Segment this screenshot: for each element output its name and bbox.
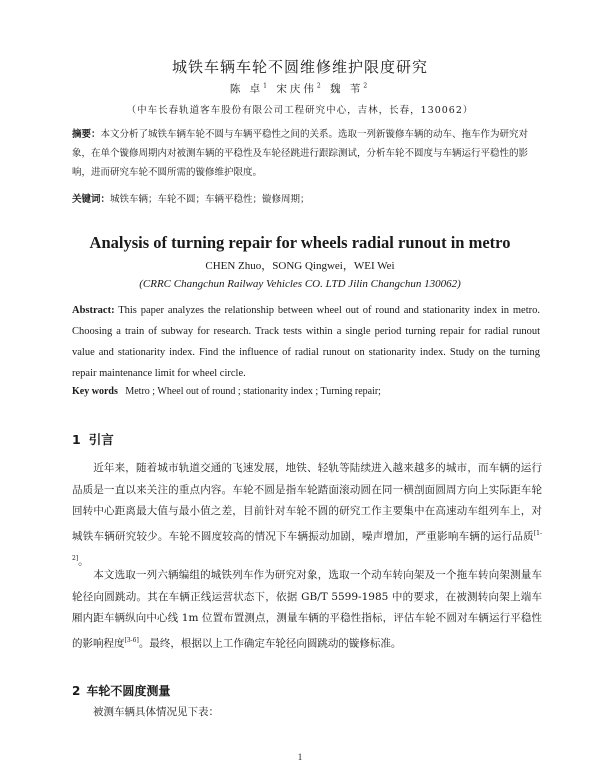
chinese-title: 城铁车辆车轮不圆维修维护限度研究	[171, 58, 428, 76]
introduction-paragraph-2	[72, 565, 542, 655]
paragraph-text: 被测车辆具体情况见下表：	[93, 706, 219, 718]
english-title: Analysis of turning repair for wheels radial runout in metro	[89, 233, 511, 252]
section-heading-introduction	[72, 430, 114, 448]
section-title: 引言	[88, 432, 114, 447]
english-affiliation: (CRRC Changchun Railway Vehicles CO. LTD Jilin Changchun 130062)	[139, 278, 461, 290]
chinese-abstract	[72, 125, 542, 182]
section-heading-measurement	[72, 682, 170, 699]
english-keywords	[72, 386, 540, 397]
chinese-affiliation: （中车长春轨道客车股份有限公司工程研究中心，吉林，长春，130062）	[126, 105, 474, 116]
keywords-text: Metro ; Wheel out of round ; stationarity index ; Turning repair;	[125, 386, 381, 397]
author-name: 魏 苇	[330, 83, 364, 95]
paragraph-text: 。最终，根据以上工作确定车轮径向圆跳动的镟修标准。	[138, 637, 402, 649]
abstract-text: This paper analyzes the relationship between wheel out of round and stationarity index in metro. Choosing a train of subway for research. Track tests within a single period turning repair for radial runout value and stationarity index. Find the influence of radial runout on stationarity index. Study on the turning repair maintenance limit for wheel circle.	[72, 305, 540, 379]
citation: [1-2]	[72, 529, 542, 562]
introduction-paragraph-1	[72, 458, 542, 573]
paragraph-text: 本文选取一列六辆编组的城铁列车作为研究对象，选取一个动车转向架及一个拖车转向架测量车轮径向圆跳动。其在车辆正线运营状态下，依据 GB/T 5599-1985 中的要求，在被测转向架上端车厢内距车辆纵向中心线 1m 位置布置测点，测量车辆的平稳性指标，评估车轮不圆对车辆运行平稳性的影响程度	[72, 569, 542, 649]
citation: [3-6]	[124, 636, 139, 644]
section-number: 1	[72, 432, 81, 447]
english-abstract	[72, 300, 540, 384]
measurement-paragraph	[72, 702, 542, 724]
keywords-label: 关键词：	[72, 194, 111, 205]
abstract-label: Abstract:	[72, 305, 115, 316]
section-number: 2	[72, 684, 81, 698]
section-title: 车轮不圆度测量	[86, 684, 171, 698]
english-authors: CHEN Zhuo，SONG Qingwei，WEI Wei	[205, 260, 395, 272]
paragraph-text: 近年来，随着城市轨道交通的飞速发展，地铁、轻轨等陆续进入越来越多的城市，而车辆的运行品质是一直以来关注的重点内容。车轮不圆是指车轮踏面滚动圆在同一横剖面圆周方向上实际距车轮回转中心距离最大值与最小值之差，目前针对车轮不圆的研究工作主要集中在高速动车组列车上，对城铁车辆研究较少。车轮不圆度较高的情况下车辆振动加剧，噪声增加，严重影响车辆的运行品质	[72, 462, 542, 542]
abstract-text: 本文分析了城铁车辆车轮不圆与车辆平稳性之间的关系。选取一列新镟修车辆的动车、拖车作为研究对象，在单个镟修周期内对被测车辆的平稳性及车轮径跳进行跟踪测试，分析车轮不圆度与车辆运行平稳性的影响，进而研究车轮不圆所需的镟修维护限度。	[72, 129, 529, 178]
abstract-label: 摘要：	[72, 129, 101, 140]
author-name: 宋庆伟	[276, 83, 317, 95]
author-affiliation-mark: 2	[316, 82, 324, 90]
author-affiliation-mark: 1	[263, 82, 270, 90]
page-number: 1	[297, 752, 303, 762]
author-name: 陈 卓	[229, 83, 264, 95]
paragraph-text: 。	[78, 555, 89, 567]
chinese-keywords	[72, 191, 542, 205]
author-affiliation-mark: 2	[363, 82, 371, 90]
chinese-authors	[0, 81, 600, 96]
keywords-text: 城铁车辆；车轮不圆；车辆平稳性；镟修周期；	[110, 194, 310, 205]
keywords-label: Key words	[72, 386, 118, 397]
